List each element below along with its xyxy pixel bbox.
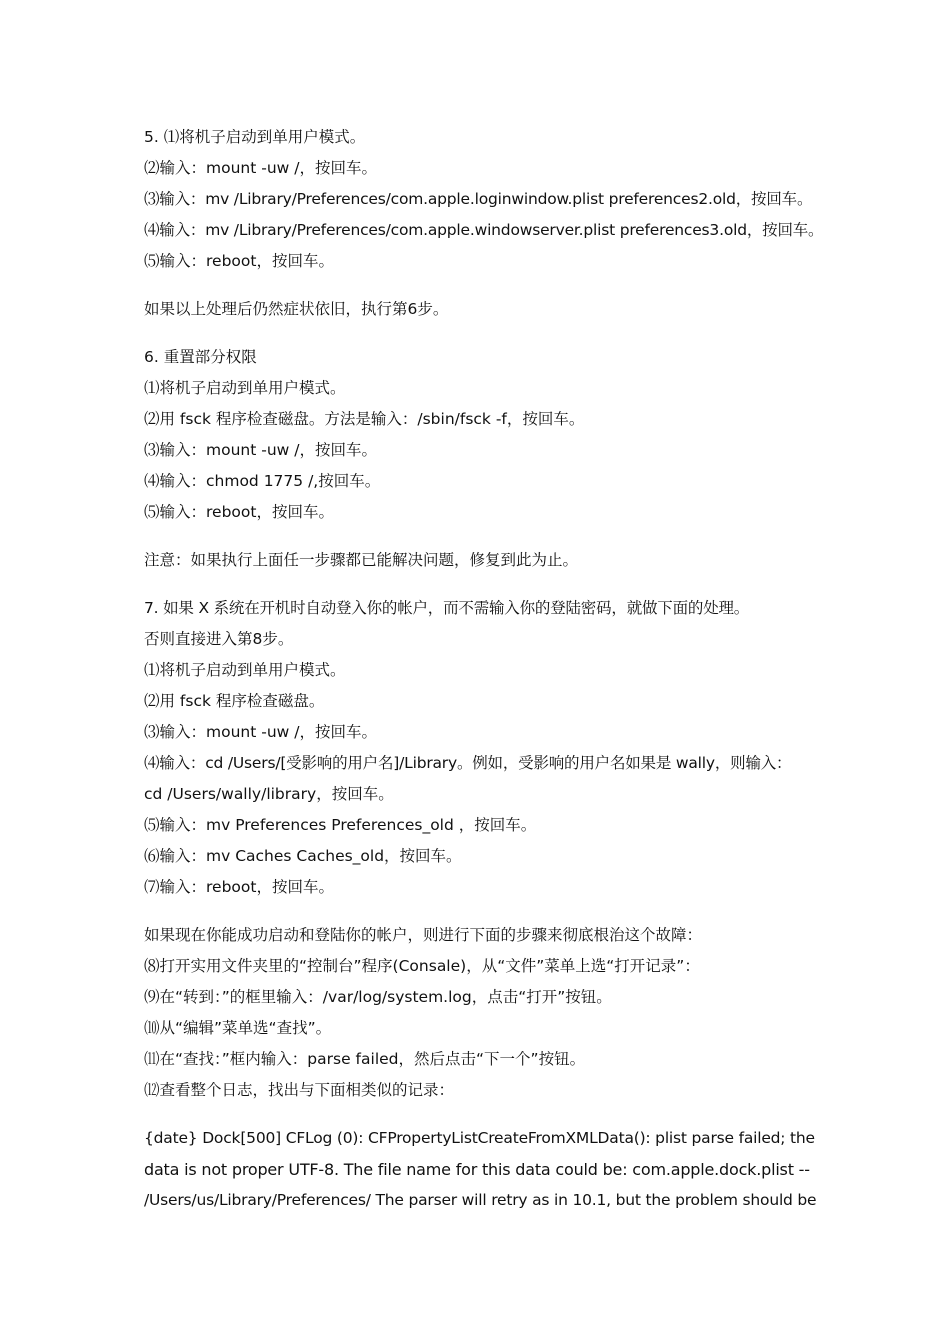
text-line: ⑸输入：reboot，按回车。 — [144, 503, 334, 521]
text-line: ⑽从“编辑”菜单选“查找”。 — [144, 1019, 332, 1037]
text-line: cd /Users/wally/library，按回车。 — [144, 785, 394, 803]
text-line: 如果以上处理后仍然症状依旧，执行第6步。 — [144, 300, 449, 318]
paragraph-gap — [144, 1106, 824, 1123]
paragraph-gap — [144, 576, 824, 593]
text-line: ⑷输入：mv /Library/Preferences/com.apple.windowserver.plist preferences3.old，按回车。 — [144, 221, 824, 239]
text-line: ⑿查看整个日志，找出与下面相类似的记录： — [144, 1081, 455, 1099]
text-line: ⑷输入：cd /Users/[受影响的用户名]/Library。例如，受影响的用户名如果是 wally，则输入： — [144, 754, 792, 772]
text-line: 如果现在你能成功启动和登陆你的帐户，则进行下面的步骤来彻底根治这个故障： — [144, 926, 703, 944]
text-line: ⑹输入：mv Caches Caches_old，按回车。 — [144, 847, 462, 865]
text-line: ⑵输入：mount -uw /，按回车。 — [144, 159, 377, 177]
text-line: data is not proper UTF-8. The file name for this data could be: com.apple.dock.plist -- — [144, 1160, 810, 1179]
text-line: 注意：如果执行上面任一步骤都已能解决问题，修复到此为止。 — [144, 551, 579, 569]
text-line: 否则直接进入第8步。 — [144, 630, 294, 648]
text-line: ⑸输入：mv Preferences Preferences_old ，按回车。 — [144, 816, 537, 834]
text-line: /Users/us/Library/Preferences/ The parser will retry as in 10.1, but the problem should be — [144, 1191, 817, 1209]
text-line: ⑶输入：mount -uw /，按回车。 — [144, 441, 377, 459]
text-line: 6. 重置部分权限 — [144, 348, 257, 366]
section-note-step-6 — [144, 294, 824, 325]
section-step-5 — [144, 122, 824, 277]
section-note — [144, 545, 824, 576]
text-line: ⑵用 fsck 程序检查磁盘。方法是输入：/sbin/fsck -f，按回车。 — [144, 410, 585, 428]
paragraph-gap — [144, 528, 824, 545]
paragraph-gap — [144, 903, 824, 920]
text-line: ⑴将机子启动到单用户模式。 — [144, 379, 346, 397]
text-line: ⑻打开实用文件夹里的“控制台”程序(Consale)，从“文件”菜单上选“打开记录”： — [144, 957, 700, 975]
paragraph-gap — [144, 277, 824, 294]
text-line: 7. 如果 X 系统在开机时自动登入你的帐户，而不需输入你的登陆密码，就做下面的处理。 — [144, 599, 750, 617]
text-line: ⑶输入：mv /Library/Preferences/com.apple.loginwindow.plist preferences2.old，按回车。 — [144, 190, 813, 208]
text-line: ⑾在“查找：”框内输入：parse failed，然后点击“下一个”按钮。 — [144, 1050, 586, 1068]
text-line: ⑸输入：reboot，按回车。 — [144, 252, 334, 270]
text-line: 5. ⑴将机子启动到单用户模式。 — [144, 128, 366, 146]
document-page — [144, 122, 824, 1216]
paragraph-gap — [144, 325, 824, 342]
text-line: ⑵用 fsck 程序检查磁盘。 — [144, 692, 325, 710]
log-excerpt — [144, 1123, 824, 1216]
text-line: ⑶输入：mount -uw /，按回车。 — [144, 723, 377, 741]
text-line: ⑷输入：chmod 1775 /,按回车。 — [144, 472, 381, 490]
section-step-7 — [144, 593, 824, 903]
text-line: ⑼在“转到：”的框里输入：/var/log/system.log，点击“打开”按钮。 — [144, 988, 612, 1006]
text-line: {date} Dock[500] CFLog (0): CFPropertyListCreateFromXMLData(): plist parse failed; the — [144, 1129, 815, 1147]
section-step-8-12 — [144, 920, 824, 1106]
text-line: ⑺输入：reboot，按回车。 — [144, 878, 334, 896]
text-line: ⑴将机子启动到单用户模式。 — [144, 661, 346, 679]
section-step-6 — [144, 342, 824, 528]
